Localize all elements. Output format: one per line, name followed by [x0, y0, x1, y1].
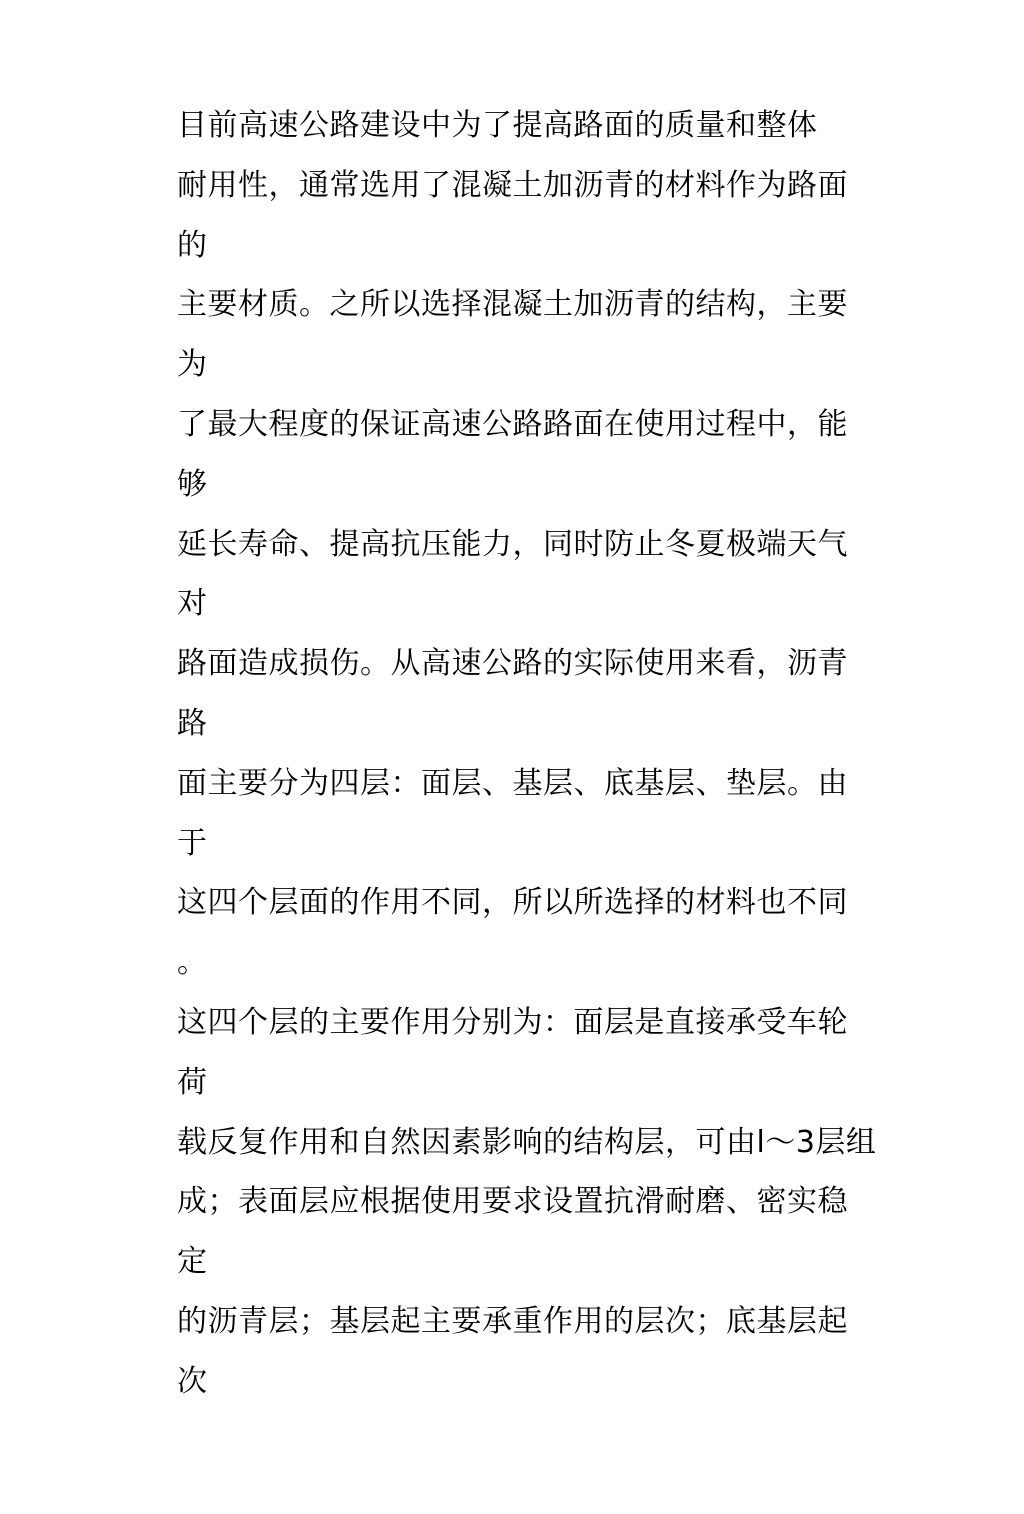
text-line: 了最大程度的保证高速公路路面在使用过程中，能 [177, 406, 848, 442]
text-line: 耐用性，通常选用了混凝土加沥青的材料作为路面 [177, 167, 848, 203]
text-line: 面主要分为四层：面层、基层、底基层、垫层。由 [177, 765, 848, 801]
text-line: 成；表面层应根据使用要求设置抗滑耐磨、密实稳 [177, 1184, 848, 1220]
text-line: 目前高速公路建设中为了提高路面的质量和整体 [177, 108, 818, 143]
text-line: 主要材质。之所以选择混凝土加沥青的结构，主要 [177, 287, 848, 323]
text-line: 这四个层的主要作用分别为：面层是直接承受车轮 [177, 1004, 848, 1040]
text-line: 路面造成损伤。从高速公路的实际使用来看，沥青 [177, 646, 848, 682]
text-line: 对 [177, 586, 208, 622]
text-line: 定 [177, 1244, 208, 1280]
text-line: 于 [177, 825, 208, 861]
text-line: 载反复作用和自然因素影响的结构层，可由l～3层组 [177, 1124, 877, 1160]
text-line: 为 [177, 347, 208, 383]
text-line: 的 [177, 227, 208, 263]
text-line: 。 [177, 945, 208, 981]
text-line: 路 [177, 705, 208, 741]
text-line: 的沥青层；基层起主要承重作用的层次；底基层起 [177, 1303, 848, 1339]
text-line: 够 [177, 466, 208, 502]
text-line: 次 [177, 1363, 208, 1399]
body-text [177, 96, 977, 1412]
text-line: 这四个层面的作用不同，所以所选择的材料也不同 [177, 885, 848, 921]
text-line: 延长寿命、提高抗压能力，同时防止冬夏极端天气 [177, 526, 848, 562]
text-line: 荷 [177, 1064, 208, 1100]
